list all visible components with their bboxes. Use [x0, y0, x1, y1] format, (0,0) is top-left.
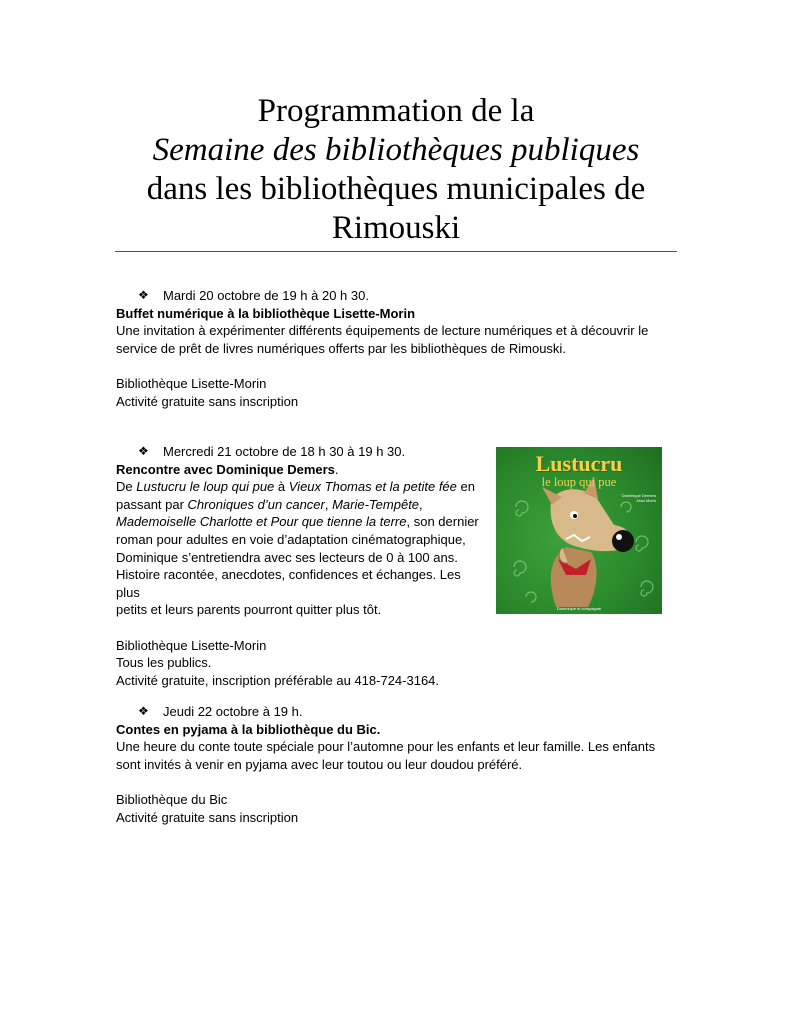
event-info: Activité gratuite sans inscription	[116, 809, 299, 825]
event-description-line: Mademoiselle Charlotte et Pour que tienne la terre, son dernier	[116, 514, 479, 530]
event-location: Bibliothèque Lisette-Morin	[116, 637, 267, 653]
event-name: Buffet numérique à la bibliothèque Lisette-Morin	[116, 305, 416, 321]
event-3	[116, 703, 676, 826]
event-name: Rencontre avec Dominique Demers.	[116, 461, 339, 477]
event-description-line: Dominique s’entretiendra avec ses lecteurs de 0 à 100 ans.	[116, 549, 458, 565]
event-description-line: De Lustucru le loup qui pue à Vieux Thomas et la petite fée en	[116, 479, 475, 495]
diamond-bullet-icon: ❖	[138, 288, 149, 302]
event-description-line: service de prêt de livres numériques offerts par les bibliothèques de Rimouski.	[116, 340, 566, 356]
event-description-line: sont invités à venir en pyjama avec leur toutou ou leur doudou préféré.	[116, 756, 523, 772]
title-divider	[115, 251, 677, 252]
title-line-2: Semaine des bibliothèques publiques	[152, 132, 640, 168]
event-description-line: Une heure du conte toute spéciale pour l’automne pour les enfants et leur famille. Les enfants	[116, 739, 656, 755]
cover-publisher: Dominique et compagnie	[556, 606, 602, 611]
event-description-line: Une invitation à expérimenter différents équipements de lecture numériques et à découvrir le	[116, 323, 649, 339]
cover-subtitle: le loup qui pue	[541, 475, 617, 489]
event-1	[116, 287, 676, 410]
event-location: Bibliothèque Lisette-Morin	[116, 375, 267, 391]
event-audience: Tous les publics.	[116, 655, 212, 671]
event-description-line: passant par Chroniques d’un cancer, Marie-Tempête,	[116, 496, 423, 512]
title-line-4: Rimouski	[331, 210, 461, 246]
event-date: ❖ Jeudi 22 octobre à 19 h.	[138, 704, 303, 719]
event-description-line: Histoire racontée, anecdotes, confidences et échanges. Les plus	[116, 567, 461, 600]
event-date: ❖ Mercredi 21 octobre de 18 h 30 à 19 h 30.	[138, 444, 406, 459]
event-date: ❖ Mardi 20 octobre de 19 h à 20 h 30.	[138, 288, 369, 303]
page-title	[115, 92, 677, 248]
event-info: Activité gratuite sans inscription	[116, 393, 299, 409]
title-line-3: dans les bibliothèques municipales de	[146, 171, 646, 207]
cover-authors: Dominique Demers Jean Morin	[621, 493, 656, 503]
event-2	[116, 443, 488, 689]
event-description-line: roman pour adultes en voie d’adaptation cinématographique,	[116, 531, 466, 547]
event-name: Contes en pyjama à la bibliothèque du Bic.	[116, 721, 381, 737]
event-description-line: petits et leurs parents pourront quitter plus tôt.	[116, 602, 382, 618]
diamond-bullet-icon: ❖	[138, 444, 149, 458]
event-location: Bibliothèque du Bic	[116, 791, 228, 807]
event-info: Activité gratuite, inscription préférable au 418-724-3164.	[116, 672, 440, 688]
title-line-1: Programmation de la	[257, 93, 535, 129]
cover-title: Lustucru	[535, 451, 623, 476]
diamond-bullet-icon: ❖	[138, 704, 149, 718]
book-cover-image	[496, 447, 662, 614]
